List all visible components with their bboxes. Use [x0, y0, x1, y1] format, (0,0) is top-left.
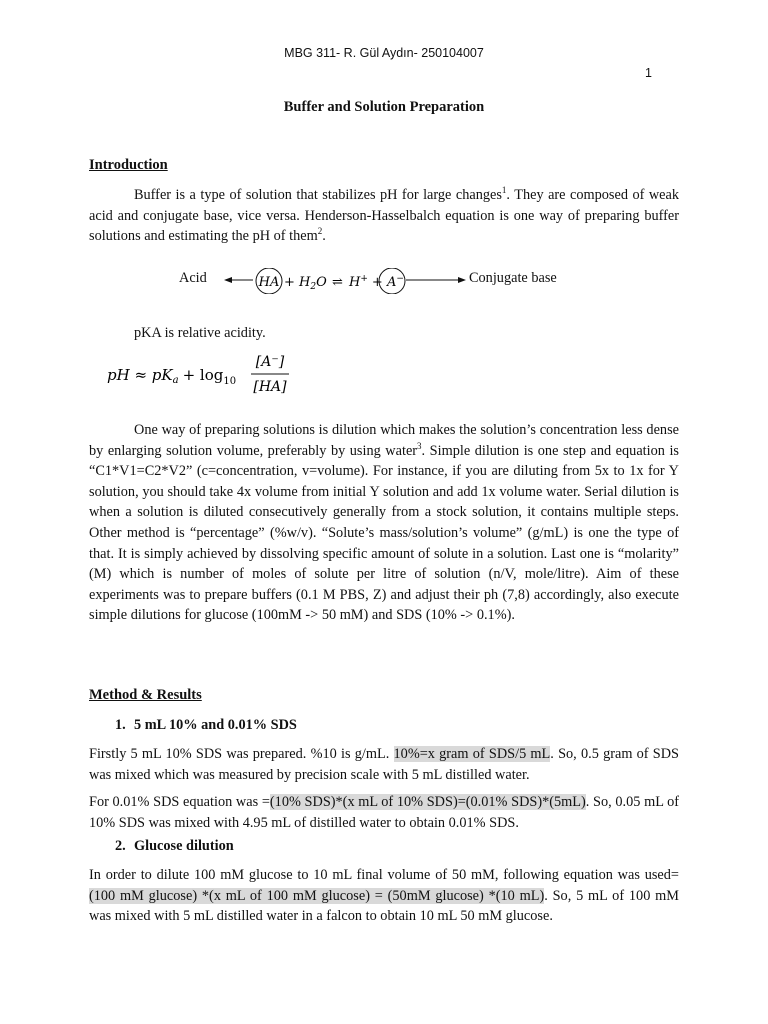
hh-numerator: [A⁻] [255, 354, 285, 370]
eq-hplus: H+ + [349, 274, 383, 290]
eq-water: + $H_2O$ [284, 275, 327, 292]
hh-denominator: [HA] [253, 379, 287, 395]
acid-label: Acid [179, 270, 207, 286]
conjugate-base-label: Conjugate base [469, 270, 557, 286]
highlight-sds-equation: 10%=x gram of SDS/5 mL [393, 746, 551, 762]
hh-lhs: pH ≈ $pK_a + \log_{10}$ [107, 366, 237, 387]
highlight-dilution-equation: (10% SDS)*(x mL of 10% SDS)=(0.01% SDS)*(5mL) [269, 794, 586, 810]
intro-paragraph-1: Buffer is a type of solution that stabilizes pH for large changes$^1$. They are composed of weak acid and conjugate base, vice versa. Henderson-Hasselbalch equation is one way of preparing buffer solutions and estimating the pH of them$^2$. [89, 185, 679, 245]
section-2-heading: 2. Glucose dilution [115, 838, 234, 854]
left-arrow-head [224, 277, 232, 283]
section-1-heading: 1. 5 mL 10% and 0.01% SDS [115, 717, 297, 733]
sds-paragraph-1: Firstly 5 mL 10% SDS was prepared. %10 is g/mL. 10%=x gram of SDS/5 mL. So, 0.5 gram of SDS was mixed which was measured by precision scale with 5 mL distilled water. [89, 746, 680, 783]
highlight-glucose-equation: (100 mM glucose) *(x mL of 100 mM glucose) = (50mM glucose) *(10 mL) [89, 887, 545, 904]
eq-ha: HA [258, 275, 280, 290]
glucose-paragraph: In order to dilute 100 mM glucose to 10 mL final volume of 50 mM, following equation was used= (100 mM glucose) *(x mL of 100 mM glucose) = (50mM glucose) *(10 mL). So, 5 mL of 100 mM was mixed with 5 mL distilled water in a falcon to obtain 10 mL 50 mM glucose. [89, 867, 679, 925]
eq-equilibrium: ⇌ [332, 275, 343, 290]
introduction-heading: Introduction [89, 157, 168, 173]
page-number: 1 [645, 66, 652, 80]
pka-text: pKA is relative acidity. [134, 325, 266, 341]
method-results-heading: Method & Results [89, 687, 202, 703]
page-header: MBG 311- R. Gül Aydın- 250104007 [284, 46, 484, 60]
document-title: Buffer and Solution Preparation [283, 99, 485, 115]
eq-a: A− [387, 274, 404, 290]
henderson-hasselbalch-equation [105, 350, 305, 398]
acid-base-equation [160, 268, 600, 294]
sds-paragraph-2: For 0.01% SDS equation was =(10% SDS)*(x mL of 10% SDS)=(0.01% SDS)*(5mL). So, 0.05 mL of 10% SDS was mixed with 4.95 mL of distilled water to obtain 0.01% SDS. [89, 794, 679, 831]
right-arrow-head [458, 277, 466, 283]
intro-paragraph-2: One way of preparing solutions is dilution which makes the solution’s concentration less dense by enlarging solution volume, preferably by using water$^3$. Simple dilution is one step and equation is “C1*V1=C2*V2” (c=concentration, v=volume). For instance, if you are diluting from 5x to 1x for Y solution, you should take 4x volume from initial Y solution and add 1x volume water. Serial dilution is when a solution is diluted consecutively generally from a stock solution, it contains multiple steps. Other method is “percentage” (%w/v). “Solute’s mass/solution’s volume” (g/mL) is one the type of that. It is simply achieved by dissolving specific amount of solute in a solution. Last one is “molarity” (M) which is number of moles of solute per litre of solution (n/V, mole/litre). Aim of these experiments was to prepare buffers (0.1 M PBS, Z) and adjust their ph (7,8) accordingly, also execute simple dilutions for glucose (100mM -> 50 mM) and SDS (10% -> 0.1%). [89, 422, 679, 624]
